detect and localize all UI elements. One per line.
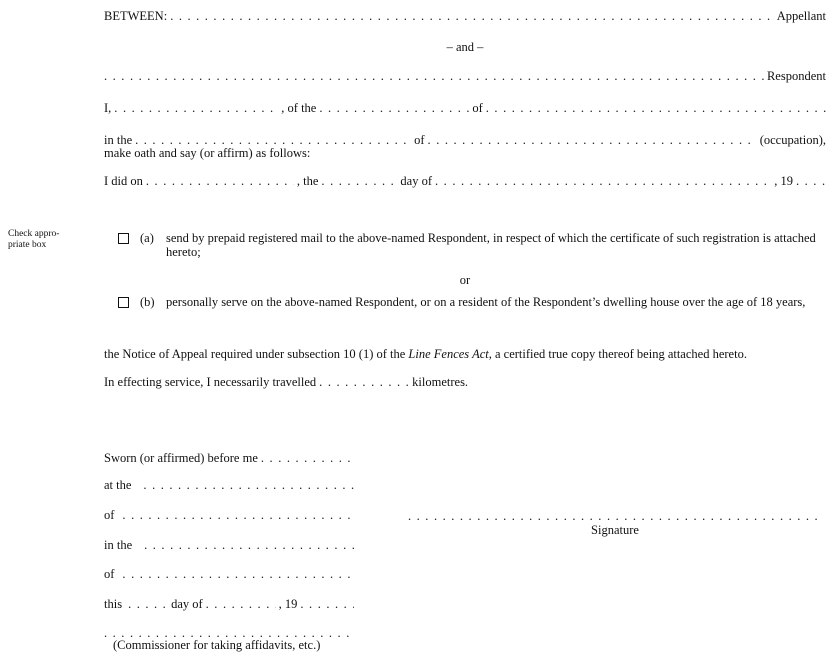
in-the-label: in the xyxy=(104,133,133,147)
deponent-municipality-field[interactable] xyxy=(319,101,469,115)
occupation-row xyxy=(104,133,826,147)
year-label: , 19 xyxy=(774,174,793,188)
jurat-of-row xyxy=(104,508,354,522)
jurat-of-label: of xyxy=(104,508,115,522)
jurat-in-the-field[interactable] xyxy=(144,538,354,552)
sworn-label: Sworn (or affirmed) before me xyxy=(104,451,258,465)
distance-field[interactable] xyxy=(319,375,409,389)
option-b-letter: (b) xyxy=(140,295,155,309)
option-b xyxy=(118,295,830,325)
jurat-of-field[interactable] xyxy=(122,508,354,522)
jurat-of-field-2[interactable] xyxy=(122,567,354,581)
at-the-label: at the xyxy=(104,478,132,492)
deponent-region-field[interactable] xyxy=(428,133,757,147)
deponent-county-field[interactable] xyxy=(135,133,411,147)
deponent-place-field[interactable] xyxy=(486,101,826,115)
at-the-field[interactable] xyxy=(143,478,354,492)
option-a xyxy=(118,231,830,261)
appellant-label: Appellant xyxy=(776,9,826,23)
jurat-in-the-label: in the xyxy=(104,538,133,552)
signature-field[interactable] xyxy=(408,509,822,523)
between-label: BETWEEN: xyxy=(104,9,168,23)
jurat-day-field[interactable] xyxy=(128,597,168,611)
day-of-label: day of xyxy=(400,174,433,188)
signature-row xyxy=(408,509,822,523)
or-label: or xyxy=(459,273,471,287)
jurat-year-label: , 19 xyxy=(278,597,298,611)
deponent-row xyxy=(104,101,826,115)
jurat-day-of-label: day of xyxy=(171,597,203,611)
jurat-date-row xyxy=(104,597,354,611)
at-the-row xyxy=(104,478,354,492)
jurat-year-field[interactable] xyxy=(300,597,354,611)
of-label-2: of xyxy=(414,133,425,147)
option-a-text: send by prepaid registered mail to the above-named Respondent, in respect of which the certificate of such registration is attached hereto; xyxy=(166,231,816,259)
respondent-row xyxy=(104,69,826,83)
option-a-letter: (a) xyxy=(140,231,154,245)
i-label: I, xyxy=(104,101,112,115)
jurat-of-label-2: of xyxy=(104,567,115,581)
this-label: this xyxy=(104,597,123,611)
deponent-name-field[interactable] xyxy=(114,101,278,115)
year-field[interactable] xyxy=(796,174,826,188)
occupation-label: (occupation), xyxy=(759,133,826,147)
date-row xyxy=(104,174,826,188)
oath-text: make oath and say (or affirm) as follows: xyxy=(104,146,311,160)
respondent-field[interactable] xyxy=(104,69,764,83)
travel-row xyxy=(104,375,468,389)
and-label: – and – xyxy=(446,40,484,54)
month-field[interactable] xyxy=(435,174,771,188)
notice-text-after: , a certified true copy thereof being attached hereto. xyxy=(488,347,747,361)
sworn-row xyxy=(104,451,354,465)
option-a-checkbox[interactable] xyxy=(118,233,129,244)
did-on-field[interactable] xyxy=(146,174,294,188)
option-b-checkbox[interactable] xyxy=(118,297,129,308)
commissioner-label: (Commissioner for taking affidavits, etc.) xyxy=(113,638,321,652)
of-label: of xyxy=(472,101,483,115)
jurat-in-the-row xyxy=(104,538,354,552)
jurat-month-field[interactable] xyxy=(206,597,276,611)
did-on-label: I did on xyxy=(104,174,143,188)
respondent-label: Respondent xyxy=(766,69,826,83)
travel-text-before: In effecting service, I necessarily travelled xyxy=(104,375,317,389)
between-row xyxy=(104,9,826,23)
travel-text-after: kilometres. xyxy=(412,375,469,389)
signature-label: Signature xyxy=(591,523,639,537)
jurat-of-row-2 xyxy=(104,567,354,581)
of-the-label: , of the xyxy=(281,101,317,115)
option-b-text: personally serve on the above-named Respondent, or on a resident of the Respondent’s dwelling house over the age of 18 years, xyxy=(166,295,806,309)
the-label: , the xyxy=(296,174,319,188)
sworn-field[interactable] xyxy=(261,451,354,465)
act-name: Line Fences Act xyxy=(408,347,489,361)
day-field[interactable] xyxy=(321,174,397,188)
notice-text-before: the Notice of Appeal required under subsection 10 (1) of the xyxy=(104,347,409,361)
appellant-field[interactable] xyxy=(170,9,774,23)
notice-text xyxy=(104,347,747,361)
side-note: Check appro- priate box xyxy=(8,229,60,250)
